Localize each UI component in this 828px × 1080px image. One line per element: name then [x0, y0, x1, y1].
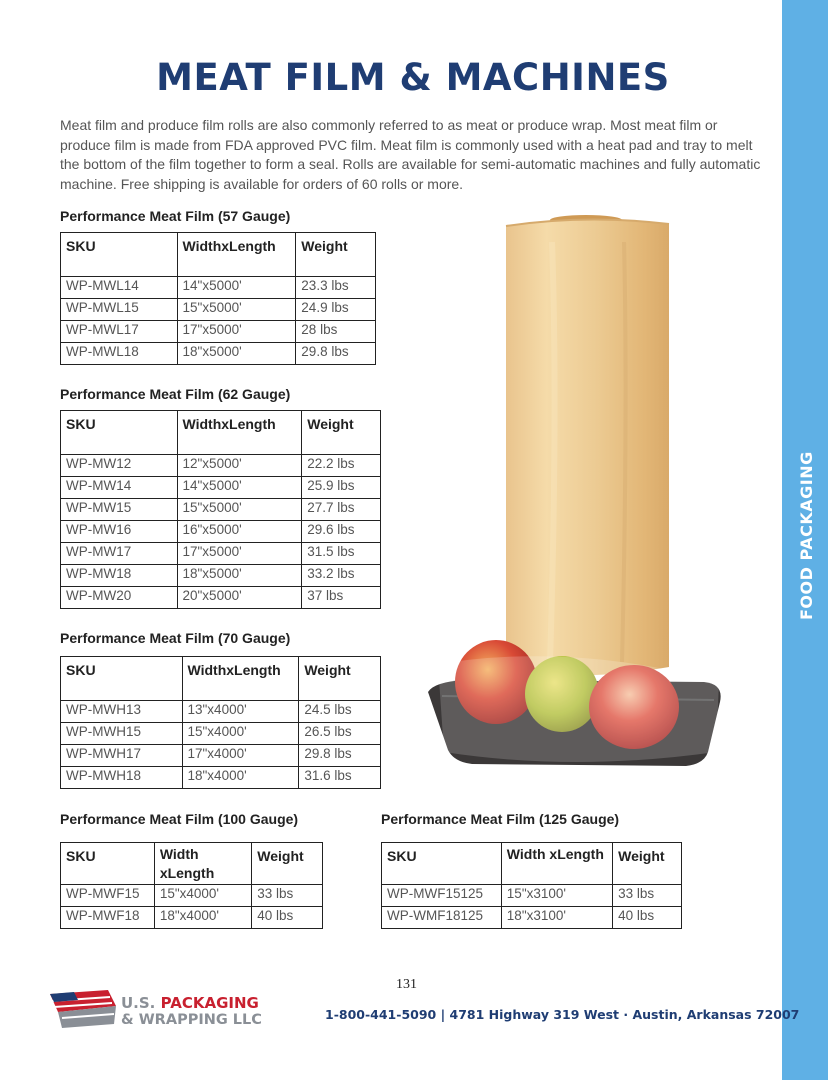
- table-header-row: [61, 657, 381, 701]
- cell-weight: 24.5 lbs: [299, 701, 381, 723]
- cell-size: 18"x4000': [154, 907, 251, 929]
- cell-size: 18"x4000': [182, 767, 299, 789]
- table-row: [61, 499, 381, 521]
- cell-size: 17"x5000': [177, 543, 302, 565]
- cell-weight: 28 lbs: [296, 321, 376, 343]
- table-row: [382, 907, 682, 929]
- cell-size: 17"x4000': [182, 745, 299, 767]
- cell-size: 15"x4000': [154, 885, 251, 907]
- header-widthxlength: WidthxLength: [182, 657, 299, 701]
- table-row: [61, 723, 381, 745]
- table-row: [61, 321, 376, 343]
- cell-sku: WP-MW17: [61, 543, 178, 565]
- table-row: [61, 343, 376, 365]
- cell-sku: WP-MW15: [61, 499, 178, 521]
- header-weight: Weight: [252, 843, 323, 885]
- cell-weight: 33 lbs: [613, 885, 682, 907]
- cell-size: 18"x3100': [501, 907, 612, 929]
- table-row: [61, 299, 376, 321]
- page-number: 131: [396, 977, 417, 992]
- intro-paragraph: Meat film and produce film rolls are also commonly referred to as meat or produce wrap. Most meat film or produce film is made from FDA approved PVC film. Meat film is commonly used with a heat pad and tray to melt the bottom of the film together to form a seal. Rolls are available for semi-automatic machines and fully automatic machine. Free shipping is available for orders of 60 rolls or more.: [60, 117, 761, 192]
- cell-sku: WP-MWH15: [61, 723, 183, 745]
- header-sku: SKU: [61, 843, 155, 885]
- cell-weight: 29.8 lbs: [296, 343, 376, 365]
- cell-weight: 26.5 lbs: [299, 723, 381, 745]
- logo-line-1: [121, 994, 259, 1012]
- cell-size: 12"x5000': [177, 455, 302, 477]
- cell-sku: WP-MW20: [61, 587, 178, 609]
- header-weight: Weight: [299, 657, 381, 701]
- cell-weight: 33 lbs: [252, 885, 323, 907]
- cell-sku: WP-MWL17: [61, 321, 178, 343]
- cell-size: 17"x5000': [177, 321, 296, 343]
- table-row: [61, 277, 376, 299]
- header-weight: Weight: [302, 411, 381, 455]
- table-57-gauge: [60, 232, 376, 365]
- table-header-row: [382, 843, 682, 885]
- contact-info: 1-800-441-5090 | 4781 Highway 319 West · Austin, Arkansas 72007: [325, 1007, 800, 1022]
- section-title-70-gauge: Performance Meat Film (70 Gauge): [60, 630, 291, 646]
- cell-size: 18"x5000': [177, 343, 296, 365]
- table-header-row: [61, 411, 381, 455]
- cell-size: 15"x5000': [177, 299, 296, 321]
- cell-weight: 27.7 lbs: [302, 499, 381, 521]
- logo-text-packaging: PACKAGING: [160, 994, 259, 1012]
- table-row: [61, 767, 381, 789]
- table-125-gauge: [381, 842, 682, 929]
- cell-size: 15"x3100': [501, 885, 612, 907]
- cell-sku: WP-MWH13: [61, 701, 183, 723]
- table-row: [61, 477, 381, 499]
- table-62-gauge: [60, 410, 381, 609]
- cell-sku: WP-MW18: [61, 565, 178, 587]
- table-row: [61, 885, 323, 907]
- header-sku: SKU: [61, 657, 183, 701]
- header-sku: SKU: [382, 843, 502, 885]
- cell-weight: 29.8 lbs: [299, 745, 381, 767]
- cell-weight: 29.6 lbs: [302, 521, 381, 543]
- table-row: [61, 543, 381, 565]
- table-header-row: [61, 843, 323, 885]
- logo-text-us: U.S.: [121, 994, 161, 1012]
- table-100-gauge: [60, 842, 323, 929]
- header-widthxlength: WidthxLength: [177, 411, 302, 455]
- table-row: [61, 907, 323, 929]
- side-label: FOOD PACKAGING: [797, 451, 816, 620]
- table-row: [61, 565, 381, 587]
- header-weight: Weight: [296, 233, 376, 277]
- cell-sku: WP-MWF18: [61, 907, 155, 929]
- cell-weight: 40 lbs: [613, 907, 682, 929]
- cell-size: 20"x5000': [177, 587, 302, 609]
- cell-weight: 23.3 lbs: [296, 277, 376, 299]
- cell-size: 16"x5000': [177, 521, 302, 543]
- cell-sku: WP-MWL14: [61, 277, 178, 299]
- section-title-62-gauge: Performance Meat Film (62 Gauge): [60, 386, 291, 402]
- header-widthxlength: Width xLength: [501, 843, 612, 885]
- section-title-125-gauge: Performance Meat Film (125 Gauge): [381, 811, 620, 827]
- cell-size: 13"x4000': [182, 701, 299, 723]
- cell-weight: 37 lbs: [302, 587, 381, 609]
- section-title-57-gauge: Performance Meat Film (57 Gauge): [60, 208, 291, 224]
- cell-sku: WP-MWL18: [61, 343, 178, 365]
- cell-weight: 25.9 lbs: [302, 477, 381, 499]
- cell-size: 14"x5000': [177, 477, 302, 499]
- table-row: [61, 587, 381, 609]
- header-widthxlength: Width xLength: [154, 843, 251, 885]
- cell-weight: 31.5 lbs: [302, 543, 381, 565]
- section-title-100-gauge: Performance Meat Film (100 Gauge): [60, 811, 299, 827]
- cell-weight: 33.2 lbs: [302, 565, 381, 587]
- cell-sku: WP-MWF15: [61, 885, 155, 907]
- cell-sku: WP-WMF18125: [382, 907, 502, 929]
- table-row: [382, 885, 682, 907]
- cell-sku: WP-MW16: [61, 521, 178, 543]
- header-sku: SKU: [61, 233, 178, 277]
- header-sku: SKU: [61, 411, 178, 455]
- cell-sku: WP-MWH18: [61, 767, 183, 789]
- page-title: MEAT FILM & MACHINES: [156, 56, 670, 99]
- table-row: [61, 521, 381, 543]
- table-70-gauge: [60, 656, 381, 789]
- cell-sku: WP-MW12: [61, 455, 178, 477]
- cell-weight: 24.9 lbs: [296, 299, 376, 321]
- header-widthxlength: WidthxLength: [177, 233, 296, 277]
- cell-size: 14"x5000': [177, 277, 296, 299]
- table-row: [61, 701, 381, 723]
- cell-size: 15"x5000': [177, 499, 302, 521]
- cell-weight: 31.6 lbs: [299, 767, 381, 789]
- table-header-row: [61, 233, 376, 277]
- header-weight: Weight: [613, 843, 682, 885]
- cell-size: 18"x5000': [177, 565, 302, 587]
- cell-sku: WP-MWH17: [61, 745, 183, 767]
- cell-sku: WP-MW14: [61, 477, 178, 499]
- cell-weight: 40 lbs: [252, 907, 323, 929]
- logo-line-2: & WRAPPING LLC: [121, 1012, 262, 1028]
- cell-sku: WP-MWF15125: [382, 885, 502, 907]
- meat-film-roll-image: [424, 212, 744, 778]
- cell-size: 15"x4000': [182, 723, 299, 745]
- table-row: [61, 745, 381, 767]
- table-row: [61, 455, 381, 477]
- cell-sku: WP-MWL15: [61, 299, 178, 321]
- cell-weight: 22.2 lbs: [302, 455, 381, 477]
